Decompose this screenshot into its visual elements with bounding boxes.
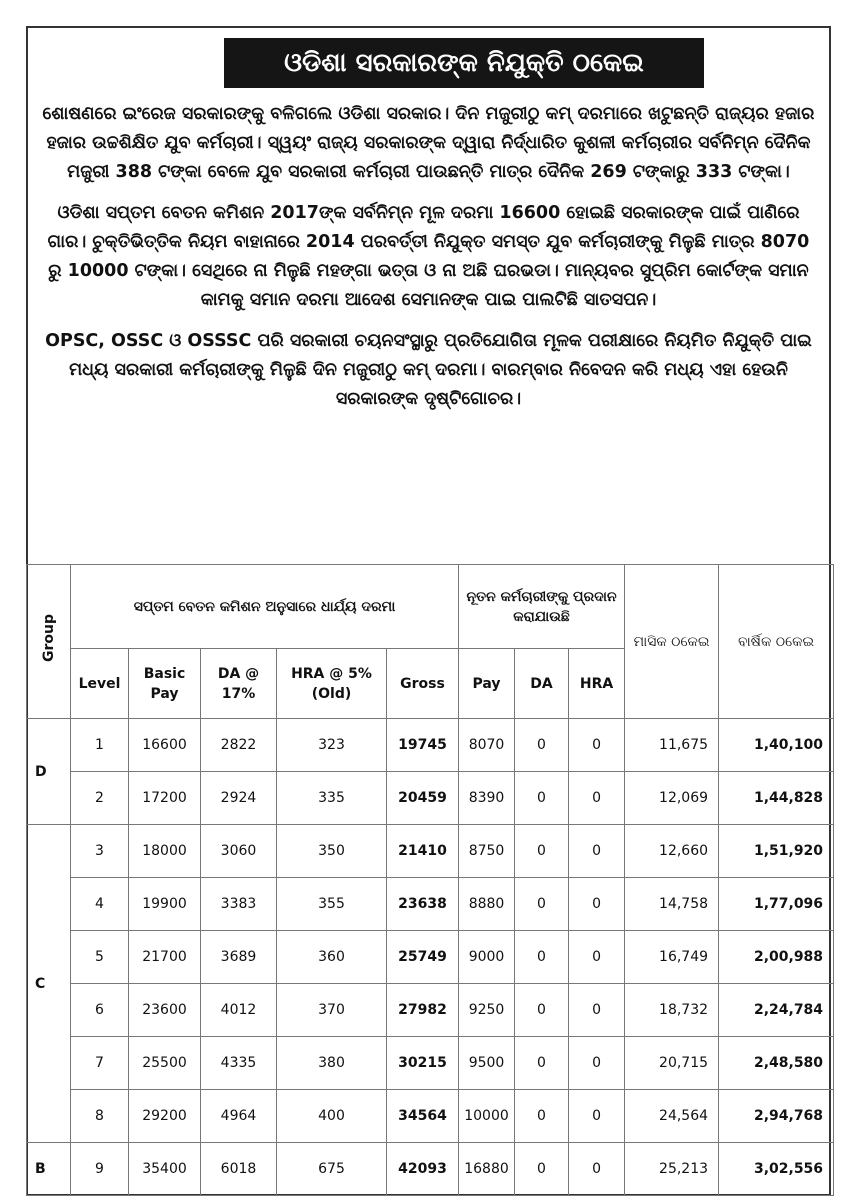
yearly-cell: 1,51,920 [719,825,834,878]
level-cell: 4 [71,878,129,931]
gross-cell: 23638 [387,878,459,931]
basic-pay-cell: 21700 [129,931,201,984]
da-cell: 3689 [201,931,277,984]
table-row [27,825,834,878]
level-cell: 9 [71,1143,129,1196]
group-cell: D [27,719,71,825]
da-new-cell: 0 [515,772,569,825]
hra-new-cell: 0 [569,1037,625,1090]
da-cell: 4335 [201,1037,277,1090]
yearly-cell: 2,24,784 [719,984,834,1037]
table-row [27,1143,834,1196]
hra-new-cell: 0 [569,1090,625,1143]
poster-frame [26,26,831,1196]
text-section [42,100,815,426]
basic-pay-header: Basic Pay [129,649,201,719]
da-new-cell: 0 [515,719,569,772]
pay-cell: 9000 [459,931,515,984]
monthly-cell: 25,213 [625,1143,719,1196]
da-cell: 3383 [201,878,277,931]
da-new-cell: 0 [515,825,569,878]
da-new-header: DA [515,649,569,719]
gross-cell: 27982 [387,984,459,1037]
hra-new-cell: 0 [569,825,625,878]
monthly-cell: 16,749 [625,931,719,984]
monthly-cell: 14,758 [625,878,719,931]
gross-header: Gross [387,649,459,719]
group-cell: C [27,825,71,1143]
group-cell: B [27,1143,71,1196]
da-new-cell: 0 [515,878,569,931]
da-cell: 6018 [201,1143,277,1196]
da-new-cell: 0 [515,1037,569,1090]
pay-cell: 8390 [459,772,515,825]
table-row [27,931,834,984]
level-cell: 7 [71,1037,129,1090]
basic-pay-cell: 25500 [129,1037,201,1090]
basic-pay-cell: 29200 [129,1090,201,1143]
paragraph-2: ଓଡିଶା ସପ୍ତମ ବେତନ କମିଶନ 2017ଙ୍କ ସର୍ବନିମ୍ନ ମୂଳ ଦରମା 16600 ହୋଇଛି ସରକାରଙ୍କ ପାଇଁ ପାଣିରେ ଗାର। ଚୁକ୍ତିଭିତ୍ତିକ ନିୟମ ବାହାନାରେ 2014 ପରବର୍ତ୍ତୀ ନିଯୁକ୍ତ ସମସ୍ତ ଯୁବ କର୍ମଚାରୀଙ୍କୁ ମିଳୁଛି ମାତ୍ର 8070 ରୁ 10000 ଟଙ୍କା। ସେଥିରେ ନା ମିଳୁଛି ମହଙ୍ଗା ଭତ୍ତା ଓ ନା ଅଛି ଘରଭଡା। ମାନ୍ୟବର ସୁପ୍ରିମ କୋର୍ଟଙ୍କ ସମାନ କାମକୁ ସମାନ ଦରମା ଆଦେଶ ସେମାନଙ୍କ ପାଇ ପାଲଟିଛି ସାତସପନ। [47,203,810,310]
table-row [27,772,834,825]
da-header: DA @ 17% [201,649,277,719]
yearly-cell: 3,02,556 [719,1143,834,1196]
paragraph-3: OPSC, OSSC ଓ OSSSC ପରି ସରକାରୀ ଚୟନସଂସ୍ଥାରୁ ପ୍ରତିଯୋଗିତା ମୂଳକ ପରୀକ୍ଷାରେ ନିୟମିତ ନିଯୁକ୍ତି ପାଇ ମଧ୍ୟ ସରକାରୀ କର୍ମଚାରୀଙ୍କୁ ମିଳୁଛି ଦିନ ମଜୁରୀଠୁ କମ୍ ଦରମା। ବାରମ୍ବାର ନିବେଦନ କରି ମଧ୍ୟ ଏହା ହେଉନି ସରକାରଙ୍କ ଦୃଷ୍ଟିଗୋଚର। [45,331,812,409]
gross-cell: 42093 [387,1143,459,1196]
level-cell: 3 [71,825,129,878]
pay-cell: 8070 [459,719,515,772]
hra-new-cell: 0 [569,878,625,931]
monthly-cell: 24,564 [625,1090,719,1143]
yearly-cell: 2,48,580 [719,1037,834,1090]
basic-pay-cell: 18000 [129,825,201,878]
table-row [27,984,834,1037]
da-new-cell: 0 [515,1090,569,1143]
yearly-cell: 2,00,988 [719,931,834,984]
salary-table [26,564,834,1196]
hra-cell: 360 [277,931,387,984]
table-row [27,1037,834,1090]
level-cell: 6 [71,984,129,1037]
hra-cell: 675 [277,1143,387,1196]
table-row [27,878,834,931]
basic-pay-cell: 17200 [129,772,201,825]
seventh-pay-header: ସପ୍ତମ ବେତନ କମିଶନ ଅନୁସାରେ ଧାର୍ଯ୍ୟ ଦରମା [71,565,459,649]
basic-pay-cell: 35400 [129,1143,201,1196]
hra-new-cell: 0 [569,1143,625,1196]
da-cell: 4012 [201,984,277,1037]
gross-cell: 21410 [387,825,459,878]
hra-cell: 335 [277,772,387,825]
hra-header: HRA @ 5% (Old) [277,649,387,719]
table-row [27,1090,834,1143]
hra-cell: 355 [277,878,387,931]
pay-header: Pay [459,649,515,719]
monthly-cell: 12,660 [625,825,719,878]
pay-cell: 16880 [459,1143,515,1196]
poster-title: ଓଡିଶା ସରକାରଙ୍କ ନିଯୁକ୍ତି ଠକେଇ [224,38,704,88]
hra-cell: 350 [277,825,387,878]
yearly-cell: 1,77,096 [719,878,834,931]
pay-cell: 9500 [459,1037,515,1090]
pay-cell: 8750 [459,825,515,878]
gross-cell: 25749 [387,931,459,984]
pay-cell: 8880 [459,878,515,931]
basic-pay-cell: 16600 [129,719,201,772]
da-new-cell: 0 [515,931,569,984]
level-header: Level [71,649,129,719]
group-header: Group [40,614,57,663]
gross-cell: 30215 [387,1037,459,1090]
basic-pay-cell: 19900 [129,878,201,931]
da-cell: 2822 [201,719,277,772]
monthly-cell: 20,715 [625,1037,719,1090]
hra-cell: 380 [277,1037,387,1090]
da-new-cell: 0 [515,1143,569,1196]
da-cell: 4964 [201,1090,277,1143]
monthly-cell: 11,675 [625,719,719,772]
gross-cell: 34564 [387,1090,459,1143]
level-cell: 8 [71,1090,129,1143]
paragraph-1: ଶୋଷଣରେ ଇଂରେଜ ସରକାରଙ୍କୁ ବଳିଗଲେ ଓଡିଶା ସରକାର। ଦିନ ମଜୁରୀଠୁ କମ୍ ଦରମାରେ ଖଟୁଛନ୍ତି ରାଜ୍ୟର ହଜାର ହଜାର ଉଚ୍ଚଶିକ୍ଷିତ ଯୁବ କର୍ମଚାରୀ। ସ୍ୱୟଂ ରାଜ୍ୟ ସରକାରଙ୍କ ଦ୍ୱାରା ନିର୍ଦ୍ଧାରିତ କୁଶଳୀ କର୍ମଚାରୀର ସର୍ବନିମ୍ନ ଦୈନିକ ମଜୁରୀ 388 ଟଙ୍କା ବେଳେ ଯୁବ ସରକାରୀ କର୍ମଚାରୀ ପାଉଛନ୍ତି ମାତ୍ର ଦୈନିକ 269 ଟଙ୍କାରୁ 333 ଟଙ୍କା। [42,104,815,182]
da-cell: 3060 [201,825,277,878]
yearly-cell: 1,44,828 [719,772,834,825]
level-cell: 1 [71,719,129,772]
yearly-fraud-header: ବାର୍ଷିକ ଠକେଇ [719,565,834,719]
yearly-cell: 2,94,768 [719,1090,834,1143]
yearly-cell: 1,40,100 [719,719,834,772]
monthly-fraud-header: ମାସିକ ଠକେଇ [625,565,719,719]
hra-new-cell: 0 [569,719,625,772]
level-cell: 5 [71,931,129,984]
table-row [27,719,834,772]
da-cell: 2924 [201,772,277,825]
da-new-cell: 0 [515,984,569,1037]
level-cell: 2 [71,772,129,825]
hra-new-cell: 0 [569,772,625,825]
monthly-cell: 18,732 [625,984,719,1037]
new-employee-header: ନୂତନ କର୍ମଚାରୀଙ୍କୁ ପ୍ରଦାନ କରାଯାଉଛି [459,565,625,649]
hra-cell: 370 [277,984,387,1037]
gross-cell: 20459 [387,772,459,825]
hra-new-header: HRA [569,649,625,719]
hra-new-cell: 0 [569,984,625,1037]
gross-cell: 19745 [387,719,459,772]
pay-cell: 9250 [459,984,515,1037]
pay-cell: 10000 [459,1090,515,1143]
hra-new-cell: 0 [569,931,625,984]
group-header-cell [27,565,71,719]
hra-cell: 400 [277,1090,387,1143]
hra-cell: 323 [277,719,387,772]
monthly-cell: 12,069 [625,772,719,825]
basic-pay-cell: 23600 [129,984,201,1037]
